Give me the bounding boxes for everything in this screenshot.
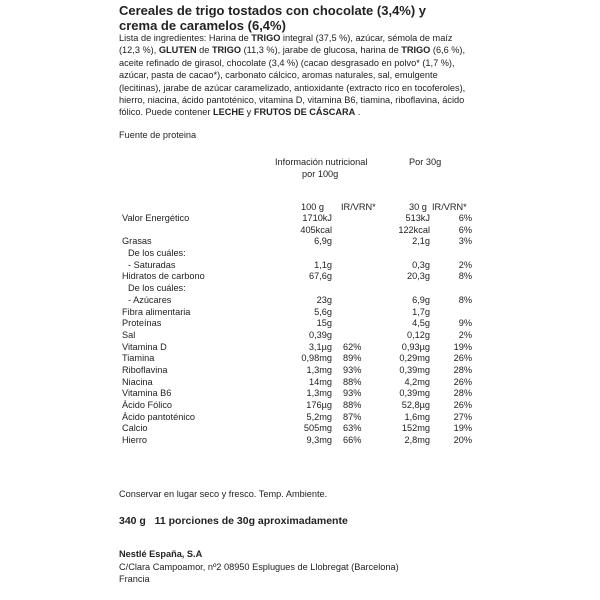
nutrient-name: Vitamina B6 [122, 388, 172, 399]
nutrient-name: Tiamina [122, 353, 155, 364]
value-per-100g: 1,3mg [306, 364, 332, 375]
nutrition-row [0, 412, 600, 424]
allergen-text: TRIGO [211, 45, 242, 56]
value-per-100g: 176µg [306, 400, 332, 410]
storage-instructions: Conservar en lugar seco y fresco. Temp. Ambiente. [119, 489, 328, 499]
value-per-100g: 3,1µg [308, 341, 332, 352]
company-info [119, 548, 399, 586]
value-per-100g: 0,98mg [301, 353, 332, 364]
ir-per-30g: 28% [453, 364, 472, 375]
ingredient-text: de [196, 45, 212, 56]
nutrition-row [0, 213, 600, 225]
nutrition-row [0, 295, 600, 307]
company-country: Francia [119, 574, 150, 584]
col-header-ir-30g: IR/VRN* [432, 202, 467, 212]
ingredient-text: Lista de ingredientes: Harina de [119, 33, 252, 43]
value-per-30g: 122kcal [398, 224, 430, 235]
value-per-100g: 15g [316, 318, 332, 329]
value-per-100g: 0,39g [309, 329, 332, 340]
value-per-30g: 6,9g [412, 294, 430, 305]
net-weight: 340 g [119, 515, 146, 527]
nutrient-name: Hierro [122, 435, 148, 446]
value-per-100g: 1,1g [314, 259, 332, 270]
net-weight-line [119, 515, 348, 527]
company-address: C/Clara Campoamor, nº2 08950 Esplugues de Llobregat (Barcelona) [119, 561, 399, 572]
nutrition-row [0, 388, 600, 400]
ir-per-30g: 19% [453, 423, 472, 434]
nutrition-header-portion: Por 30g [409, 157, 442, 167]
value-per-100g: 23g [316, 294, 332, 305]
nutrition-row [0, 435, 600, 447]
nutrition-row [0, 225, 600, 237]
ingredient-text: (11,3 %), jarabe de glucosa, harina de [241, 45, 402, 56]
portions-text: 11 porciones de 30g aproximadamente [154, 515, 348, 527]
col-header-30g: 30 g [409, 202, 427, 212]
nutrition-row [0, 342, 600, 354]
ir-per-30g: 26% [453, 353, 472, 364]
nutrient-name: Sal [122, 329, 136, 340]
allergen-text: TRIGO [401, 45, 431, 56]
allergen-text: GLUTEN [158, 45, 197, 56]
protein-claim: Fuente de proteina [119, 130, 197, 140]
value-per-30g: 2,8mg [404, 435, 430, 446]
value-per-100g: 505mg [303, 423, 332, 434]
nutrient-name: Proteínas [122, 318, 162, 329]
value-per-100g: 5,6g [314, 306, 332, 317]
value-per-30g: 0,39mg [399, 388, 430, 399]
nutrition-row [0, 236, 600, 248]
ir-per-30g: 20% [453, 435, 472, 446]
nutrition-row [0, 318, 600, 330]
ir-per-30g: 27% [453, 411, 472, 422]
ir-per-100g: 88% [343, 400, 362, 410]
value-per-30g: 0,12g [407, 329, 430, 340]
ir-per-30g: 26% [453, 400, 472, 410]
allergen-text: FRUTOS DE CÁSCARA [253, 107, 356, 118]
nutrient-name: Calcio [122, 423, 148, 434]
nutrition-row [0, 400, 600, 412]
ir-per-100g: 93% [343, 388, 362, 399]
value-per-30g: 4,2mg [404, 376, 430, 387]
company-name: Nestlé España, S.A [119, 549, 203, 559]
value-per-30g: 0,93µg [401, 341, 430, 352]
ir-per-30g: 26% [453, 376, 472, 387]
nutrient-name: Hidratos de carbono [122, 271, 205, 282]
nutrient-name: Vitamina D [122, 341, 167, 352]
nutrition-row [0, 377, 600, 389]
ir-per-100g: 93% [343, 364, 362, 375]
nutrition-row [0, 330, 600, 342]
nutrition-header-info [275, 156, 367, 180]
ingredient-text: integral (37,5 %), azúcar, sémola de maíz (12,3 %), [119, 33, 453, 56]
value-per-30g: 1,7g [412, 306, 430, 317]
nutrition-row [0, 307, 600, 319]
nutrition-row [0, 353, 600, 365]
value-per-30g: 1,6mg [404, 411, 430, 422]
nutrition-table [0, 213, 600, 447]
value-per-100g: 67,6g [309, 271, 332, 282]
ir-per-100g: 89% [343, 353, 362, 364]
ingredients-list [119, 32, 473, 119]
ir-per-30g: 9% [458, 318, 472, 329]
ir-per-30g: 19% [453, 341, 472, 352]
ir-per-30g: 3% [458, 236, 472, 247]
nutrient-name: - Azúcares [128, 294, 172, 305]
value-per-100g: 405kcal [300, 224, 332, 235]
value-per-100g: 6,9g [314, 236, 332, 247]
nutrition-row [0, 271, 600, 283]
ir-per-100g: 87% [343, 411, 362, 422]
ingredient-text: y [244, 107, 254, 118]
value-per-100g: 9,3mg [306, 435, 332, 446]
ir-per-100g: 66% [343, 435, 362, 446]
value-per-30g: 513kJ [405, 213, 430, 223]
allergen-text: LECHE [212, 107, 245, 118]
ir-per-30g: 8% [458, 271, 472, 282]
ir-per-100g: 88% [343, 376, 362, 387]
nutrition-row [0, 365, 600, 377]
value-per-100g: 5,2mg [306, 411, 332, 422]
value-per-30g: 0,39mg [399, 364, 430, 375]
ir-per-30g: 2% [458, 259, 472, 270]
ingredient-text: . [355, 107, 361, 118]
nutrition-header-info-line1: Información nutricional [275, 157, 368, 167]
col-header-100g: 100 g [301, 202, 324, 212]
ir-per-30g: 6% [458, 224, 472, 235]
ir-per-30g: 28% [453, 388, 472, 399]
col-header-ir-100g: IR/VRN* [341, 202, 376, 212]
nutrient-name: Riboflavina [122, 364, 168, 375]
ingredient-text: (6,6 %), aceite refinado de girasol, chocolate (3,4 %) (cacao desgrasado en polvo* (1,7 %), azúcar, pasta de cacao*), carbonato cálcico, aromas naturales, sal, emulgente (lecitinas), jarabe de azúcar caramelizado, antioxidante (extracto rico en tocoferoles), hierro, niacina, ácido pantoténico, vitamina D, vitamina B6, tiamina, riboflavina, ácido fólico. Puede contener [119, 45, 466, 118]
value-per-30g: 20,3g [407, 271, 430, 282]
ir-per-100g: 62% [343, 341, 362, 352]
nutrient-name: Ácido pantoténico [122, 411, 196, 422]
nutrient-name: De los cuáles: [128, 248, 186, 259]
nutrition-row [0, 423, 600, 435]
nutrient-name: - Saturadas [128, 259, 176, 270]
nutrition-row [0, 283, 600, 295]
value-per-30g: 0,29mg [399, 353, 430, 364]
nutrition-row [0, 248, 600, 260]
nutrition-row [0, 260, 600, 272]
value-per-30g: 4,5g [412, 318, 430, 329]
allergen-text: TRIGO [251, 33, 281, 43]
value-per-30g: 52,8µg [401, 400, 430, 410]
value-per-100g: 14mg [309, 376, 332, 387]
value-per-100g: 1,3mg [306, 388, 332, 399]
nutrient-name: Fibra alimentaria [122, 306, 191, 317]
value-per-30g: 152mg [401, 423, 430, 434]
nutrient-name: Grasas [122, 236, 152, 247]
ir-per-30g: 6% [458, 213, 472, 223]
value-per-30g: 2,1g [412, 236, 430, 247]
nutrient-name: Ácido Fólico [122, 400, 173, 410]
ir-per-100g: 63% [343, 423, 362, 434]
ir-per-30g: 2% [458, 329, 472, 340]
value-per-30g: 0,3g [412, 259, 430, 270]
nutrient-name: Valor Energético [122, 213, 190, 223]
ir-per-30g: 8% [458, 294, 472, 305]
nutrient-name: Niacina [122, 376, 153, 387]
nutrition-header-info-line2: por 100g [302, 169, 339, 179]
value-per-100g: 1710kJ [302, 213, 332, 223]
nutrient-name: De los cuáles: [128, 283, 186, 294]
product-title: Cereales de trigo tostados con chocolate (3,4%) y crema de caramelos (6,4%) [119, 3, 427, 33]
